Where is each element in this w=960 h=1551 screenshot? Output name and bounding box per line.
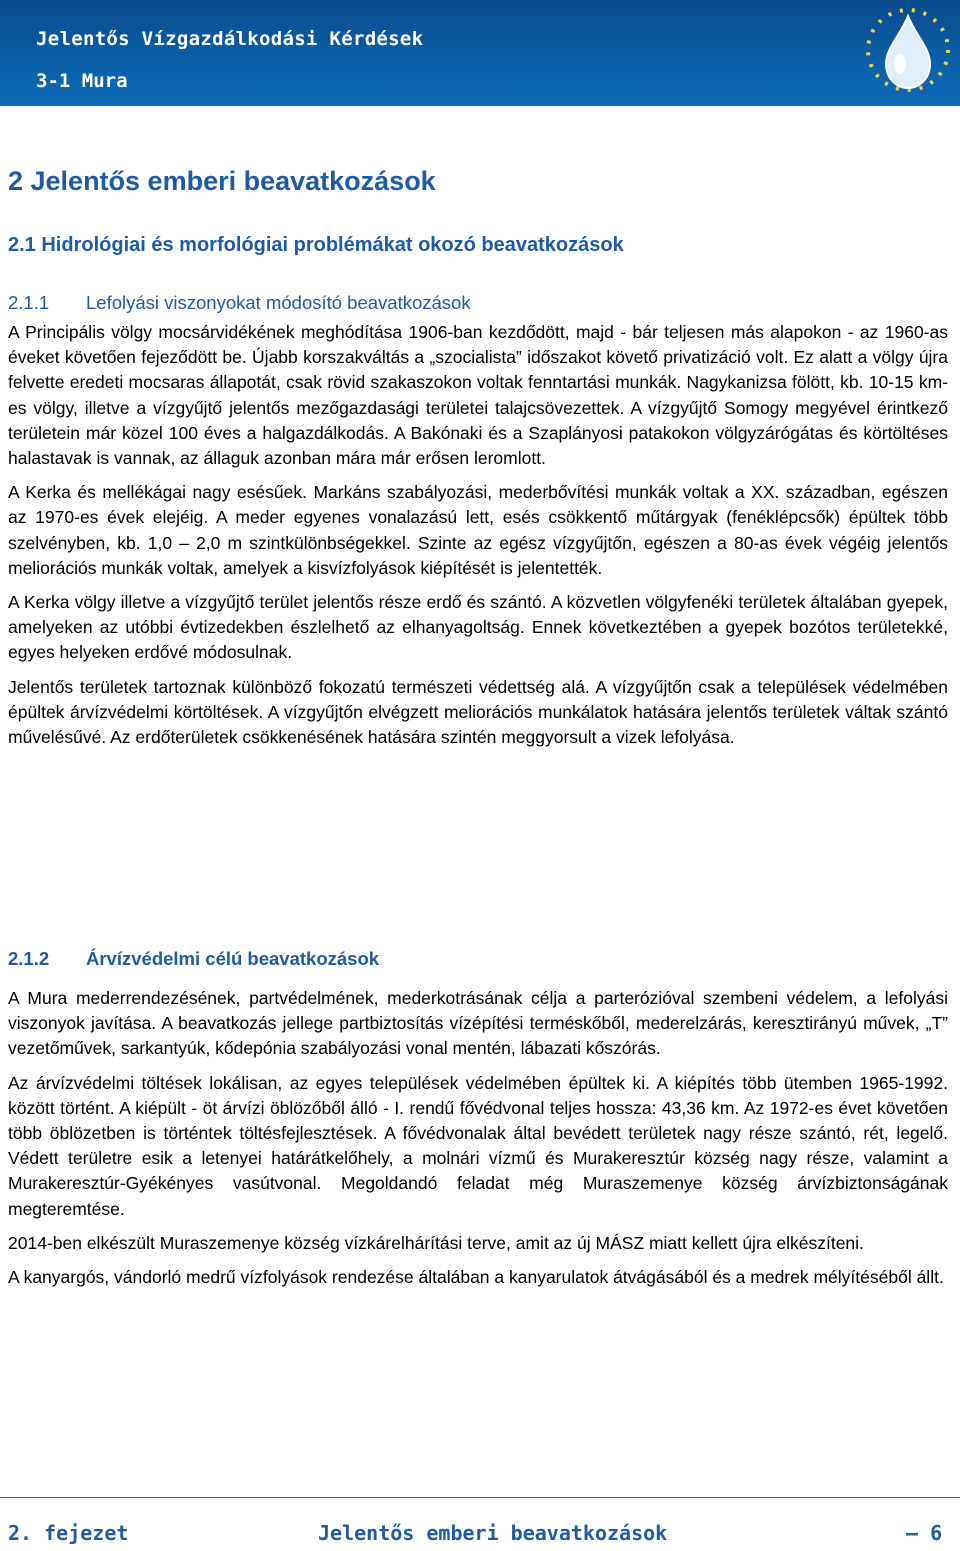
footer-divider <box>0 1497 960 1498</box>
header-subtitle: 3-1 Mura <box>36 70 128 92</box>
subsection-2-body <box>8 986 948 1299</box>
paragraph: 2014-ben elkészült Muraszemenye község vízkárelhárítási terve, amit az új MÁSZ miatt kellett újra elkészíteni. <box>8 1232 864 1253</box>
subsection-heading-2 <box>8 948 379 970</box>
footer-chapter: 2. fejezet <box>8 1521 129 1545</box>
paragraph: Jelentős területek tartoznak különböző fokozatú természeti védettség alá. A vízgyűjtőn csak a települések védelmében épültek árvízvédelmi körtöltések. A vízgyűjtőn elvégzett meliorációs munkálatok hatására jelentős területek váltak szántó művelésűvé. Az erdőterületek csökkenésének hatására szintén meggyorsult a vizek lefolyása. <box>8 676 948 748</box>
subsection-1-body <box>8 320 948 759</box>
subsection-number: 2.1.1 <box>8 292 50 313</box>
paragraph: A Mura mederrendezésének, partvédelmének, mederkotrásának célja a parterózióval szembeni védelem, a lefolyási viszonyok javítása. A beavatkozás jellege partbiztosítás vízépítési terméskőből, mederelzárás, keresztirányú művek, „T” vezetőművek, sarkantyúk, kődepónia szabályozási vonal mentén, lábazati kőszórás. <box>8 988 948 1059</box>
water-drop-logo-icon <box>856 2 960 106</box>
paragraph: Az árvízvédelmi töltések lokálisan, az egyes települések védelmében épültek ki. A kiépítés több ütemben 1965-1992. között történt. A kiépült - öt árvízi öblözőből álló - I. rendű fővédvonal teljes hossza: 43,36 km. Az 1972-es évet követően több öblözetben is történtek töltésfejlesztések. A fővédvonalak által bevédett területek nagy része szántó, rét, legelő. Védett területre esik a letenyei határátkelőhely, a molnári vízmű és Murakeresztúr község nagy része, valamint a Murakeresztúr-Gyékényes vasútvonal. Megoldandó feladat még Muraszemenye község árvízbiztonságának megteremtése. <box>8 1072 948 1219</box>
section-heading: 2.1 Hidrológiai és morfológiai problémákat okozó beavatkozások <box>8 234 624 256</box>
subsection-heading-1 <box>8 292 471 314</box>
paragraph: A Kerka és mellékágai nagy esésűek. Markáns szabályozási, mederbővítési munkák voltak a XX. században, egészen az 1970-es évek elejéig. A meder egyenes vonalazású lett, esés csökkentő műtárgyak (fenéklépcsők) épültek több szelvényben, kb. 1,0 – 2,0 m szintkülönbségekkel. Szinte az egész vízgyűjtőn, egészen a 80-as évek végéig jelentős meliorációs munkák voltak, amelyek a kisvízfolyások kiépítését is jelentették. <box>8 482 948 578</box>
paragraph: A Principális völgy mocsárvidékének meghódítása 1906-ban kezdődött, majd - bár teljesen más alapokon - az 1960-as éveket követően fejeződött be. Újabb korszakváltás a „szocialista” időszakot követő privatizáció volt. Ez alatt a völgy újra felvette eredeti mocsaras állapotát, csak rövid szakaszokon voltak fenntartási munkák. Nagykanizsa fölött, kb. 10-15 km-es völgy, illetve a vízgyűjtő jelentős mezőgazdasági területei talajcsövezettek. A vízgyűjtő Somogy megyével érintkező területein már közel 100 éves a halgazdálkodás. A Bakónaki és a Szaplányosi patakokon völgyzárógátas és körtöltéses halastavak is vannak, az állaguk azonban mára már erősen leromlott. <box>8 322 948 469</box>
subsection-number: 2.1.2 <box>8 948 50 969</box>
subsection-title: Árvízvédelmi célú beavatkozások <box>86 948 380 969</box>
page-number: 6 <box>930 1521 943 1545</box>
footer-page-number: – 6 <box>906 1521 943 1545</box>
chapter-heading: 2 Jelentős emberi beavatkozások <box>8 166 436 196</box>
subsection-title: Lefolyási viszonyokat módosító beavatkozások <box>86 292 471 313</box>
page-header <box>0 0 960 106</box>
footer-title: Jelentős emberi beavatkozások <box>318 1521 668 1545</box>
header-title: Jelentős Vízgazdálkodási Kérdések <box>36 28 424 50</box>
paragraph: A Kerka völgy illetve a vízgyűjtő terület jelentős része erdő és szántó. A közvetlen völgyfenéki területek általában gyepek, amelyeken az utóbbi évtizedekben észlelhető az elhanyagoltság. Ennek következtében a gyepek bozótos területekké, egyes helyeken erdővé módosulnak. <box>8 592 948 663</box>
paragraph: A kanyargós, vándorló medrű vízfolyások rendezése általában a kanyarulatok átvágásából és a medrek mélyítéséből állt. <box>8 1267 944 1288</box>
